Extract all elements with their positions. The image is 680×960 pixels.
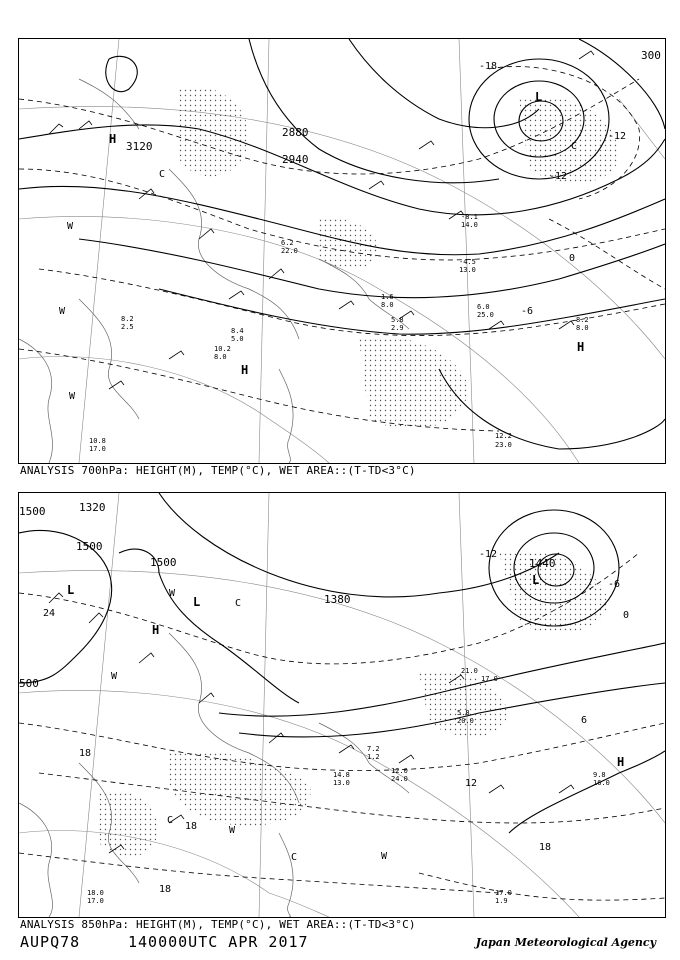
temp-label: -12 [608, 131, 627, 142]
station-value: 5.8 [391, 316, 404, 324]
station-value: 23.0 [495, 441, 512, 449]
station-value: 2.5 [121, 323, 134, 331]
station-value: 1.2 [367, 753, 380, 761]
station-value: 17.0 [481, 675, 498, 683]
warm-mark: W [229, 825, 236, 836]
station-value: 18.0 [87, 889, 104, 897]
station-value: 24.0 [391, 775, 408, 783]
high-center: H [152, 623, 160, 637]
warm-mark: W [67, 221, 74, 232]
map-850hpa [19, 493, 665, 917]
station-value: 8.4 [231, 327, 244, 335]
station-value: 12.2 [495, 432, 512, 440]
cold-mark: C [291, 852, 298, 863]
station-value: 5.8 [457, 709, 470, 717]
station-value: 9.8 [593, 771, 606, 779]
temp-label: 18 [79, 748, 92, 759]
cold-mark: C [167, 815, 174, 826]
station-value: 17.0 [87, 897, 104, 905]
temp-label: 24 [43, 608, 56, 619]
height-label: 2940 [282, 153, 309, 166]
low-center: L [532, 573, 540, 587]
warm-mark: W [111, 671, 118, 682]
height-label: 1500 [150, 556, 177, 569]
temp-label: -6 [521, 306, 534, 317]
station-value: 12.0 [391, 767, 408, 775]
cold-mark: C [571, 141, 578, 152]
high-center: H [617, 755, 625, 769]
high-center: H [109, 132, 117, 146]
station-value: 8.0 [381, 301, 394, 309]
temp-label: 0 [569, 253, 576, 264]
height-label: 1440 [529, 557, 556, 570]
station-value: 14.0 [461, 221, 478, 229]
high-center: H [241, 363, 249, 377]
temp-label: 18 [159, 884, 172, 895]
low-center: L [67, 583, 75, 597]
station-value: 8.2 [121, 315, 134, 323]
low-center: L [193, 595, 201, 609]
height-label: 1380 [324, 593, 351, 606]
station-value: 6.0 [477, 303, 490, 311]
temp-label: 18 [185, 821, 198, 832]
station-value: -8.1 [461, 213, 478, 221]
station-value: 1.9 [495, 897, 508, 905]
station-value: 10.8 [89, 437, 106, 445]
station-value: 7.2 [367, 745, 380, 753]
temp-label: -6 [608, 579, 621, 590]
station-value: 14.8 [333, 771, 350, 779]
height-label: 2880 [282, 126, 309, 139]
station-value: 2.9 [391, 324, 404, 332]
panel-caption-700hpa: ANALYSIS 700hPa: HEIGHT(M), TEMP(°C), WET AREA::(T-TD<3°C) [20, 464, 416, 477]
temp-label: 18 [539, 842, 552, 853]
height-label: 1500 [19, 505, 46, 518]
temp-label: 6 [581, 715, 588, 726]
station-value: 13.0 [459, 266, 476, 274]
height-label: 3120 [126, 140, 153, 153]
station-value: 25.0 [477, 311, 494, 319]
station-value: 16.0 [593, 779, 610, 787]
station-value: 20.0 [457, 717, 474, 725]
map-panel-700hpa [18, 38, 666, 464]
height-label: 1320 [79, 501, 106, 514]
station-value: 8.2 [576, 316, 589, 324]
station-value: 21.0 [461, 667, 478, 675]
station-value: 6.2 [281, 239, 294, 247]
cold-mark: C [235, 598, 242, 609]
low-center: L [535, 90, 543, 104]
valid-time: 140000UTC APR 2017 [128, 933, 309, 951]
height-label: 1500 [76, 540, 103, 553]
map-panel-850hpa [18, 492, 666, 918]
temp-label: 0 [623, 610, 630, 621]
station-value: 1.6 [381, 293, 394, 301]
temp-label: -12 [479, 549, 498, 560]
warm-mark: W [59, 306, 66, 317]
height-label: 300 [641, 49, 661, 62]
station-value: 17.0 [89, 445, 106, 453]
station-value: 8.0 [214, 353, 227, 361]
station-value: -4.5 [459, 258, 476, 266]
station-value: 5.0 [231, 335, 244, 343]
temp-label: -18 [479, 61, 498, 72]
warm-mark: W [381, 851, 388, 862]
agency-credit: Japan Meteorological Agency [475, 936, 656, 949]
high-center: H [577, 340, 585, 354]
product-code: AUPQ78 [20, 933, 81, 951]
warm-mark: W [69, 391, 76, 402]
station-value: 17.0 [495, 889, 512, 897]
station-value: 10.2 [214, 345, 231, 353]
temp-label: 12 [465, 778, 478, 789]
panel-caption-850hpa: ANALYSIS 850hPa: HEIGHT(M), TEMP(°C), WET AREA::(T-TD<3°C) [20, 918, 416, 931]
map-700hpa [19, 39, 665, 463]
temp-label: -12 [549, 171, 568, 182]
station-value: 13.0 [333, 779, 350, 787]
height-label: 500 [19, 677, 39, 690]
station-value: 22.0 [281, 247, 298, 255]
warm-mark: W [169, 588, 176, 599]
cold-mark: C [159, 169, 166, 180]
station-value: 8.0 [576, 324, 589, 332]
